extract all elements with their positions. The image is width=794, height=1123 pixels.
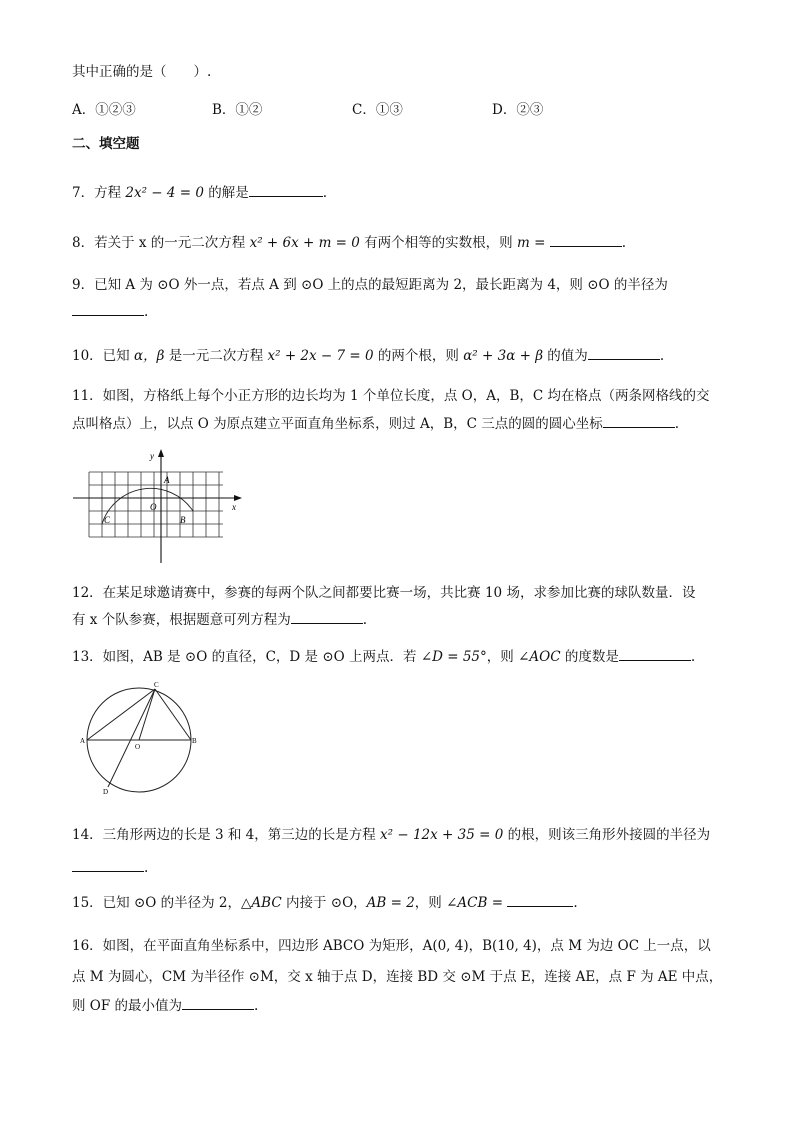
section-title: 二、填空题 [72, 136, 140, 152]
question-10: 10．已知 α，β 是一元二次方程 x² + 2x − 7 = 0 的两个根，则 α² + 3α + β 的值为 . [72, 345, 664, 366]
answer-blank[interactable] [588, 345, 660, 360]
question-11-line-2: 点叫格点）上，以点 O 为原点建立平面直角坐标系，则过 A，B，C 三点的圆的圆心坐标 . [72, 413, 679, 434]
label-a: A [80, 737, 86, 745]
question-15: 15．已知 ⊙O 的半径为 2，△ABC 内接于 ⊙O，AB = 2，则 ∠ACB = . [72, 892, 578, 913]
label-c: C [104, 515, 111, 525]
answer-blank[interactable] [619, 646, 691, 661]
label-c: C [154, 681, 159, 689]
question-16: 16．如图，在平面直角坐标系中，四边形 ABCO 为矩形，A(0, 4)，B(10, 4)，点 M 为边 OC 上一点，以 [72, 938, 711, 954]
question-16-line-3: 则 OF 的最小值为 . [72, 995, 258, 1016]
answer-blank[interactable] [182, 995, 254, 1010]
question-14-line-2: . [72, 857, 148, 878]
option-c: C．①③ [352, 102, 403, 118]
question-11: 11．如图，方格纸上每个小正方形的边长均为 1 个单位长度，点 O，A，B，C 均在格点（两条网格线的交 [72, 388, 710, 404]
label-o: O [135, 743, 141, 751]
question-16-line-2: 点 M 为圆心，CM 为半径作 ⊙M，交 x 轴于点 D，连接 BD 交 ⊙M 于点 E，连接 AE，点 F 为 AE 中点， [72, 969, 723, 985]
x-axis-arrow [234, 495, 242, 501]
answer-blank[interactable] [72, 301, 144, 316]
label-o: O [150, 502, 157, 512]
answer-blank[interactable] [550, 232, 622, 247]
label-b: B [180, 515, 186, 525]
answer-blank[interactable] [603, 413, 675, 428]
label-b: B [192, 737, 197, 745]
question-12: 12．在某足球邀请赛中，参赛的每两个队之间都要比赛一场，共比赛 10 场，求参加比赛的球队数量．设 [72, 585, 696, 601]
option-a: A．①②③ [72, 102, 136, 118]
label-a: A [164, 475, 170, 485]
question-9-line-2: . [72, 301, 148, 322]
option-b: B．①② [212, 102, 263, 118]
figure-13-circle [78, 680, 208, 796]
label-y: y [150, 451, 154, 461]
question-8: 8．若关于 x 的一元二次方程 x² + 6x + m = 0 有两个相等的实数根，则 m = . [72, 232, 626, 253]
answer-blank[interactable] [72, 857, 144, 872]
figure-11-grid [70, 448, 250, 568]
question-12-line-2: 有 x 个队参赛，根据题意可列方程为 . [72, 609, 367, 630]
answer-blank[interactable] [291, 609, 363, 624]
label-x: x [232, 502, 236, 512]
question-6-tail: 其中正确的是（ ）. [72, 64, 212, 80]
option-d: D．②③ [492, 102, 544, 118]
question-7: 7．方程 2x² − 4 = 0 的解是 . [72, 182, 327, 203]
question-14: 14．三角形两边的长是 3 和 4，第三边的长是方程 x² − 12x + 35 = 0 的根，则该三角形外接圆的半径为 [72, 827, 711, 843]
y-axis-arrow [158, 449, 164, 457]
label-d: D [103, 788, 109, 796]
question-9: 9．已知 A 为 ⊙O 外一点，若点 A 到 ⊙O 上的点的最短距离为 2，最长距离为 4，则 ⊙O 的半径为 [72, 277, 668, 293]
question-13: 13．如图，AB 是 ⊙O 的直径，C，D 是 ⊙O 上两点．若 ∠D = 55°，则 ∠AOC 的度数是 . [72, 646, 695, 667]
answer-blank[interactable] [249, 182, 323, 197]
answer-blank[interactable] [507, 892, 573, 907]
